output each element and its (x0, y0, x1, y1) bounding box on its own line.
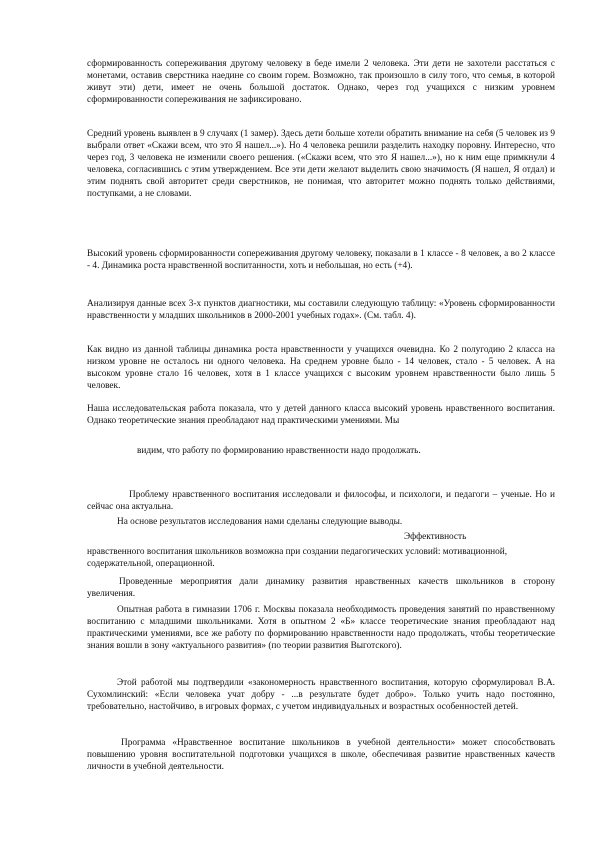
paragraph-effectiveness-word: Эффективность (404, 532, 467, 542)
paragraph-conclusions-intro: На основе результатов исследования нами сделаны следующие выводы. (117, 517, 403, 527)
paragraph-empathy-low: сформированность сопереживания другому человеку в беде имели 2 человека. Эти дети не захотели расстаться с монетами, оставив сверстника наедине со своим горем. Возможно, так произошло в силу того, что семья, в которой живут эти) дети, имеет не очень большой достаток. Однако, через год учащихся с низким уровнем сформированности сопереживания не зафиксировано. (87, 59, 555, 105)
paragraph-research-result: Наша исследовательская работа показала, что у детей данного класса высокий уровень нравственного воспитания. Однако теоретические знания преобладают над практическими умениями. Мы (87, 404, 555, 426)
paragraph-conditions: нравственного воспитания школьников возможна при создании педагогических условий: мотивационной, содержательной, операционной. (87, 547, 508, 569)
paragraph-program: Программа «Нравственное воспитание школьников в учебной деятельности» может способствовать повышению уровня воспитательной подготовки учащихся в школе, обеспечивая развитие нравственных качеств личности в учебной деятельности. (87, 738, 555, 772)
paragraph-empathy-medium: Средний уровень выявлен в 9 случаях (1 замер). Здесь дети больше хотели обратить внимание на себя (5 человек из 9 выбрали ответ «Скажи всем, что это Я нашел...»). Но 4 человека решили разделить находку поровну. Интересно, что через год, 3 человека не изменили своего решения. («Скажи всем, что это Я нашел...»), но к ним еще примкнули 4 человека, согласившись с этим утверждением. Все эти дети желают выделить свою значимость (Я нашел, Я отдал) и этим поднять свой авторитет среди сверстников, не понимая, что авторитет можно поднять только действиями, поступками, а не словами. (87, 129, 555, 199)
paragraph-table-intro: Анализируя данные всех 3-х пунктов диагностики, мы составили следующую таблицу: «Уровень сформированности нравственности у младших школьников в 2000-2001 учебных годах». (См. табл. 4). (87, 299, 555, 321)
paragraph-empathy-high: Высокий уровень сформированности сопереживания другому человеку, показали в 1 классе - 8 человек, а во 2 классе - 4. Динамика роста нравственной воспитанности, хоть и небольшая, но есть (+4). (87, 249, 555, 271)
paragraph-sukhomlinsky: Этой работой мы подтвердили «закономерность нравственного воспитания, которую сформулировал В.А. Сухомлинский: «Если человека учат добру - ...в результате будет добро». Только учить надо постоянно, требовательно, настойчиво, в игровых формах, с учетом индивидуальных и возрастных особенностей детей. (87, 678, 555, 712)
paragraph-problem: Проблему нравственного воспитания исследовали и философы, и психологи, и педагоги – ученые. Но и сейчас она актуальна. (87, 490, 555, 512)
paragraph-continue-work: видим, что работу по формированию нравственности надо продолжать. (137, 446, 421, 456)
paragraph-measures: Проведенные мероприятия дали динамику развития нравственных качеств школьников в сторону увеличения. (87, 577, 555, 599)
paragraph-table-dynamics: Как видно из данной таблицы динамика роста нравственности у учащихся очевидна. Ко 2 полугодию 2 класса на низком уровне не осталось ни одного человека. На среднем уровне было - 14 человек, стало - 5 человек. А на высоком уровне стало 16 человек, хотя в 1 классе учащихся с высоким уровнем нравственности было лишь 5 человек. (87, 345, 555, 391)
paragraph-gymnasium: Опытная работа в гимназии 1706 г. Москвы показала необходимость проведения занятий по нравственному воспитанию с младшими школьниками. Хотя в опытном 2 «Б» классе теоретические знания преобладают над практическими умениями, все же работу по формированию нравственности надо продолжать, чтобы теоретические знания вошли в зону «актуального развития» (по теории развития Выготского). (87, 605, 555, 651)
